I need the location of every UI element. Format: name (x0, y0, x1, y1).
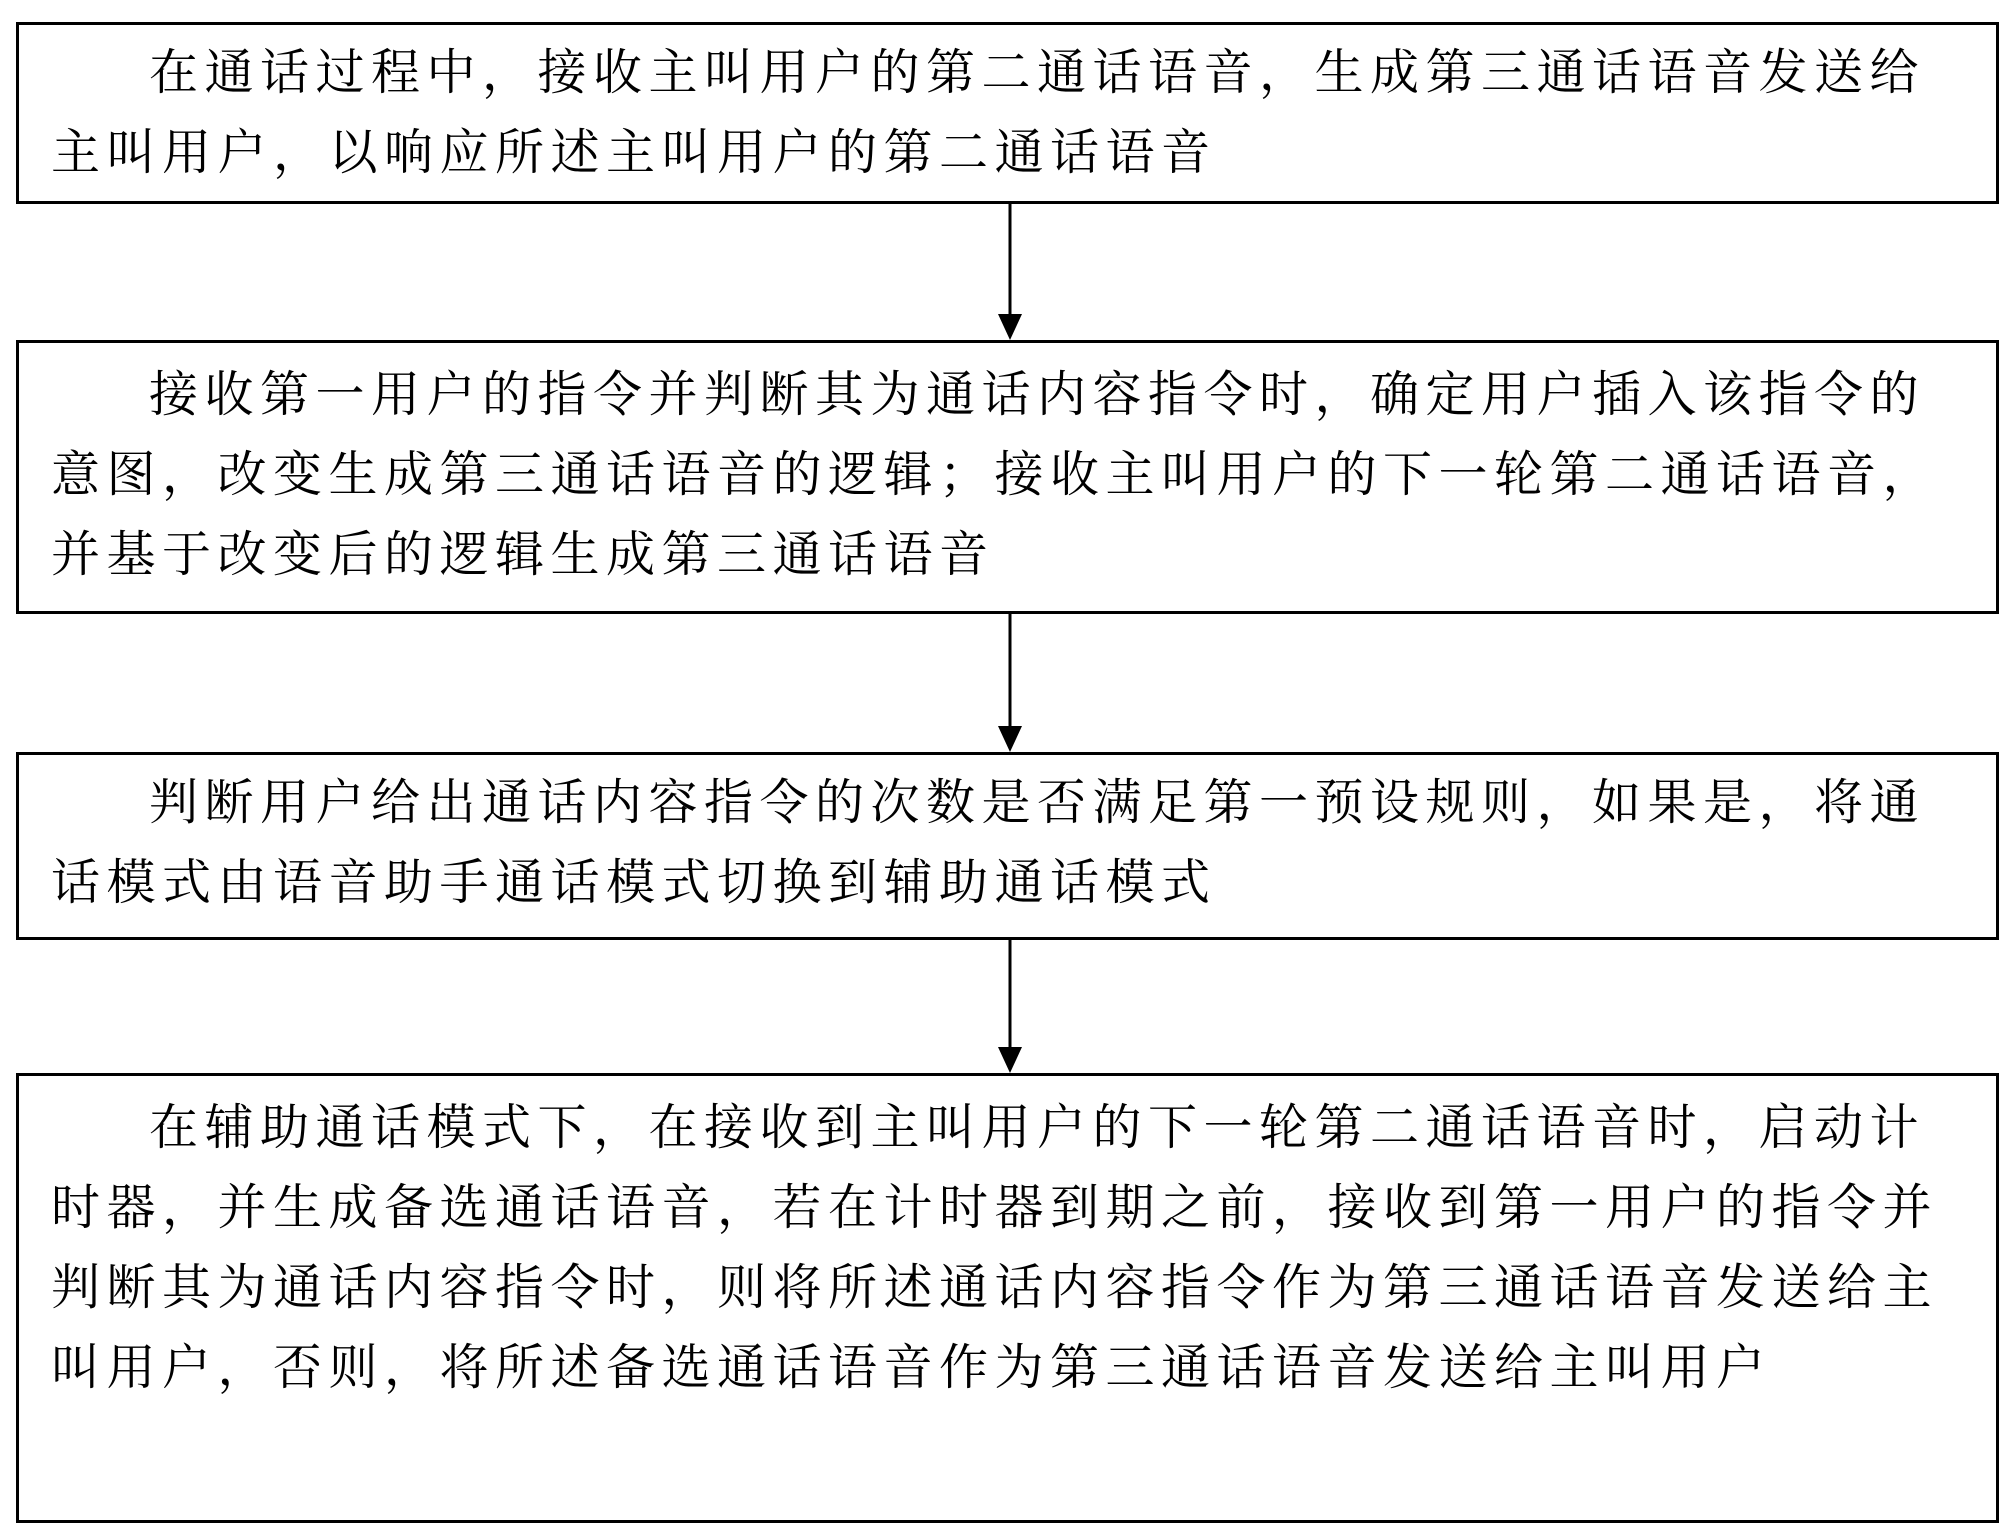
arrow-3-head (998, 1047, 1022, 1073)
step-text-4: 在辅助通话模式下，在接收到主叫用户的下一轮第二通话语音时，启动计时器，并生成备选通话语音，若在计时器到期之前，接收到第一用户的指令并判断其为通话内容指令时，则将所述通话内容指令作为第三通话语音发送给主叫用户，否则，将所述备选通话语音作为第三通话语音发送给主叫用户 (51, 1099, 1939, 1396)
step-text-3: 判断用户给出通话内容指令的次数是否满足第一预设规则，如果是，将通话模式由语音助手通话模式切换到辅助通话模式 (51, 774, 1926, 911)
arrow-2-head (998, 726, 1022, 752)
step-text-1: 在通话过程中，接收主叫用户的第二通话语音，生成第三通话语音发送给主叫用户，以响应所述主叫用户的第二通话语音 (51, 44, 1926, 181)
arrow-1-head (998, 314, 1022, 340)
step-text-2: 接收第一用户的指令并判断其为通话内容指令时，确定用户插入该指令的意图，改变生成第三通话语音的逻辑；接收主叫用户的下一轮第二通话语音，并基于改变后的逻辑生成第三通话语音 (51, 366, 1939, 583)
